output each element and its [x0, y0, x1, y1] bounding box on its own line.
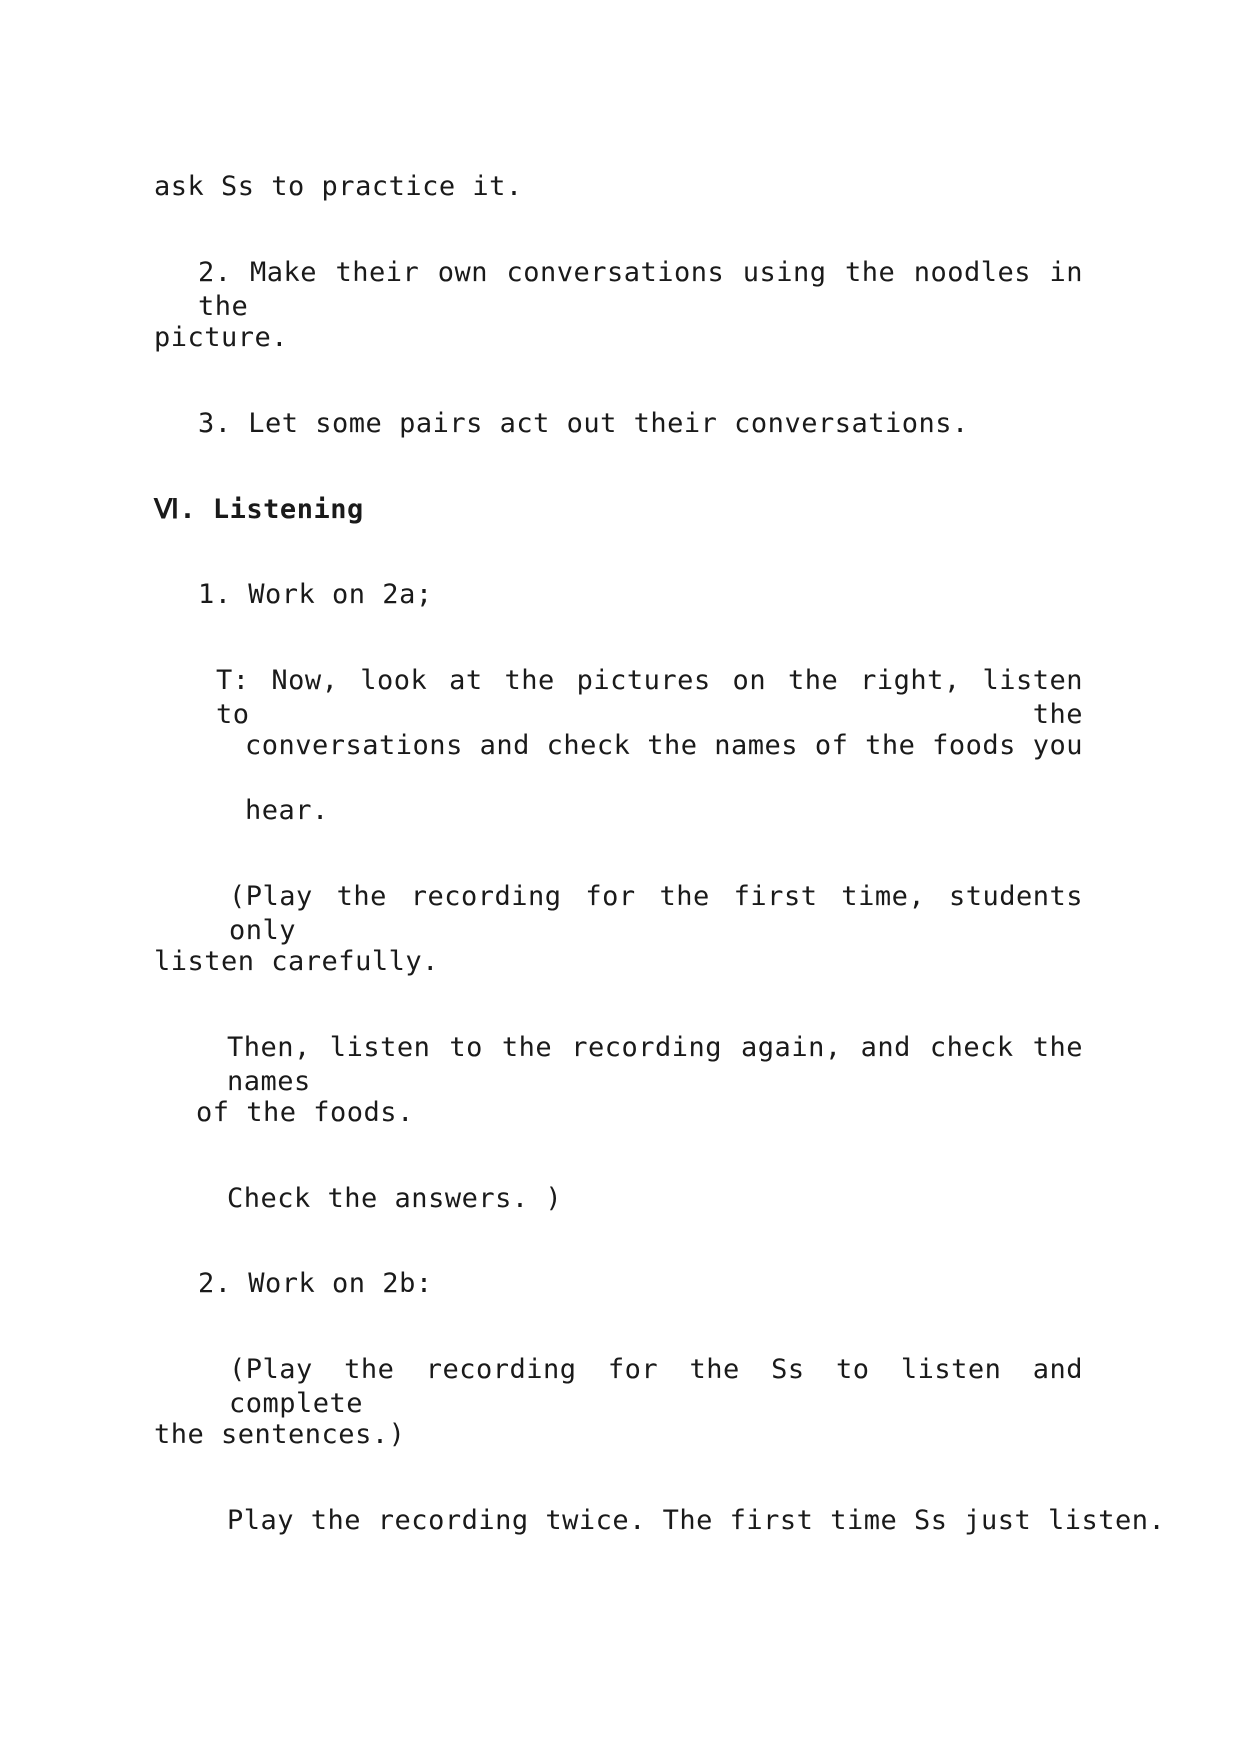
- list-item: 1. Work on 2a;: [198, 579, 433, 610]
- paragraph-line: the sentences.): [154, 1419, 406, 1450]
- paragraph-line: hear.: [245, 795, 329, 826]
- paragraph-line: (Play the recording for the Ss to listen and complete: [229, 1354, 1083, 1419]
- paragraph-line: (Play the recording for the first time, students only: [229, 881, 1083, 946]
- paragraph-line: 2. Make their own conversations using the noodles in the: [198, 257, 1083, 322]
- paragraph-line: T: Now, look at the pictures on the right, listen to the: [216, 665, 1083, 730]
- section-heading: Ⅵ. Listening: [154, 494, 364, 525]
- paragraph-line: 3. Let some pairs act out their conversations.: [198, 408, 969, 439]
- paragraph-line: picture.: [154, 322, 289, 353]
- paragraph-line: ask Ss to practice it.: [154, 171, 523, 202]
- list-item: 2. Work on 2b:: [198, 1268, 433, 1299]
- paragraph-line: of the foods.: [196, 1097, 414, 1128]
- paragraph-line: Then, listen to the recording again, and check the names: [227, 1032, 1083, 1097]
- paragraph-line: listen carefully.: [154, 946, 439, 977]
- paragraph-line: conversations and check the names of the foods you: [245, 730, 1083, 761]
- paragraph-line: Check the answers. ): [227, 1183, 563, 1214]
- paragraph-line: Play the recording twice. The first time Ss just listen.: [227, 1505, 1166, 1536]
